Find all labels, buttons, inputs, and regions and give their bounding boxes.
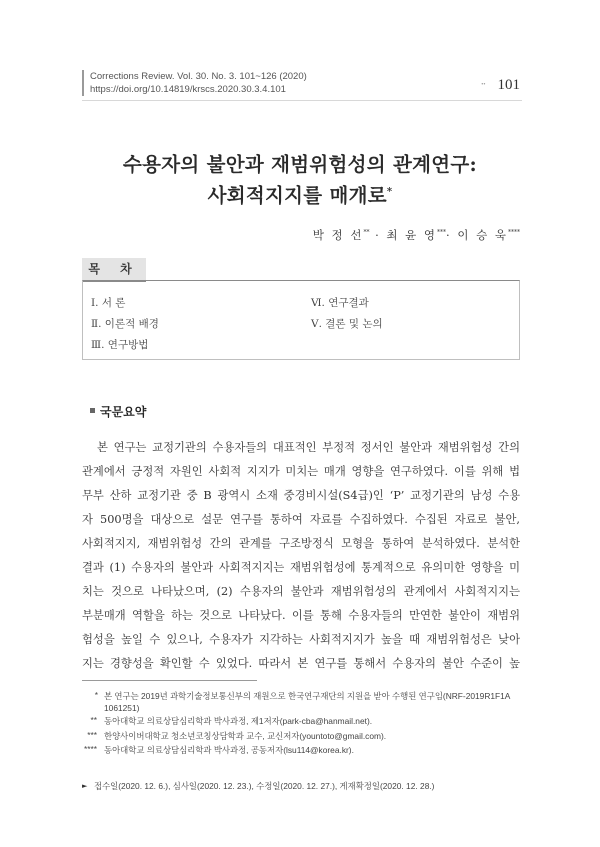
toc-label: 목 차 <box>82 258 146 282</box>
footnote-rule <box>82 680 257 681</box>
abstract-line: 본 연구는 교정기관의 수용자들의 대표적인 부정적 정서인 불안과 재범위험성 간의 <box>97 441 520 454</box>
toc-item-background: Ⅱ. 이론적 배경 <box>91 318 159 330</box>
author-3-mark: **** <box>508 229 520 237</box>
author-separator: · <box>369 228 387 242</box>
footnote-1: 본 연구는 2019년 과학기술정보통신부의 재원으로 한국연구재단의 지원을 받아 수행된 연구임(NRF-2019R1F1A <box>104 691 511 701</box>
footnote-4-mark: **** <box>83 744 97 754</box>
author-separator: · <box>446 228 458 242</box>
paper-title-line2-text: 사회적지지를 매개로 <box>207 184 387 207</box>
abstract-line: 사회적지지, 재범위험성 간의 관계를 구조방정식 모형을 통하여 분석하였다. 분석한 <box>82 537 520 550</box>
triangle-bullet-icon: ► <box>82 782 88 790</box>
footnote-1-cont: 1061251) <box>104 703 140 713</box>
page-number-block <box>481 76 520 94</box>
abstract-heading <box>90 403 146 420</box>
footnote-1-mark: * <box>94 690 98 700</box>
author-2-mark: *** <box>437 229 447 237</box>
toc-item-results: Ⅵ. 연구결과 <box>311 297 369 309</box>
author-1-mark: ** <box>363 229 370 237</box>
abstract-line: 치는 것으로 나타났으며, (2) 수용자의 불안과 재범위험성의 관계에서 사회적지지는 <box>82 585 520 598</box>
footnote-2: 동아대학교 의료상담심리학과 박사과정, 제1저자(park-cba@hanmail.net). <box>104 716 373 726</box>
toc-box <box>82 280 520 360</box>
paper-title-line1: 수용자의 불안과 재범위험성의 관계연구: <box>122 153 478 176</box>
abstract-line: 자 500명을 대상으로 설문 연구를 통하여 자료를 수집하였다. 수집된 자료로 불안, <box>82 513 520 526</box>
author-list <box>313 227 520 243</box>
toc-item-conclusion: Ⅴ. 결론 및 논의 <box>311 318 383 330</box>
heading-bullet-icon <box>90 408 95 413</box>
abstract-line: 지는 경향성을 확인할 수 있었다. 따라서 본 연구를 통해서 수용자의 불안 수준이 높 <box>82 657 520 670</box>
abstract-line: 험성을 높일 수 있으나, 수용자가 지각하는 사회적지지가 높을 때 재범위험성은 낮아 <box>82 633 520 646</box>
toc-item-method: Ⅲ. 연구방법 <box>91 339 149 351</box>
author-3: 이 승 욱 <box>457 228 508 242</box>
abstract-line: 부분매개 역할을 하는 것으로 나타났다. 이를 통해 수용자들의 만연한 불안이 재범위 <box>82 609 520 622</box>
abstract-line: 관계에서 긍정적 자원인 사회적 지지가 미치는 매개 영향을 연구하였다. 이를 위해 법 <box>82 465 520 478</box>
journal-citation <box>90 70 307 96</box>
footnote-2-mark: ** <box>90 715 97 725</box>
title-footnote-mark: * <box>386 186 393 198</box>
submission-dates: 접수일(2020. 12. 6.), 심사일(2020. 12. 23.), 수정일(2020. 12. 27.), 게재확정일(2020. 12. 28.) <box>94 781 435 791</box>
author-1: 박 정 선 <box>312 228 364 242</box>
abstract-line: 무부 산하 교정기관 중 B 광역시 소재 중경비시설(S4급)인 ‘P’ 교정기관의 남성 수용 <box>82 489 520 502</box>
footnote-3: 한양사이버대학교 청소년코칭상담학과 교수, 교신저자(yountoto@gmail.com). <box>104 731 387 741</box>
header-horizontal-rule <box>82 100 522 101</box>
footnote-4: 동아대학교 의료상담심리학과 박사과정, 공동저자(lsu114@korea.kr). <box>104 745 354 755</box>
abstract-line: 결과 (1) 수용자의 불안과 사회적지지는 재범위험성에 통계적으로 유의미한 영향을 미 <box>82 561 520 574</box>
header-vertical-rule <box>82 70 84 96</box>
author-2: 최 윤 영 <box>386 228 438 242</box>
paper-title-line2 <box>0 180 600 208</box>
abstract-heading-text: 국문요약 <box>100 405 147 419</box>
page-number: 101 <box>497 76 520 93</box>
page-dot-ornament: •• <box>481 82 486 89</box>
toc-item-introduction: Ⅰ. 서 론 <box>91 297 126 309</box>
footnote-3-mark: *** <box>87 730 97 740</box>
doi-link[interactable]: https://doi.org/10.14819/krscs.2020.30.3.4.101 <box>90 84 286 95</box>
journal-line: Corrections Review. Vol. 30. No. 3. 101~126 (2020) <box>90 71 307 82</box>
